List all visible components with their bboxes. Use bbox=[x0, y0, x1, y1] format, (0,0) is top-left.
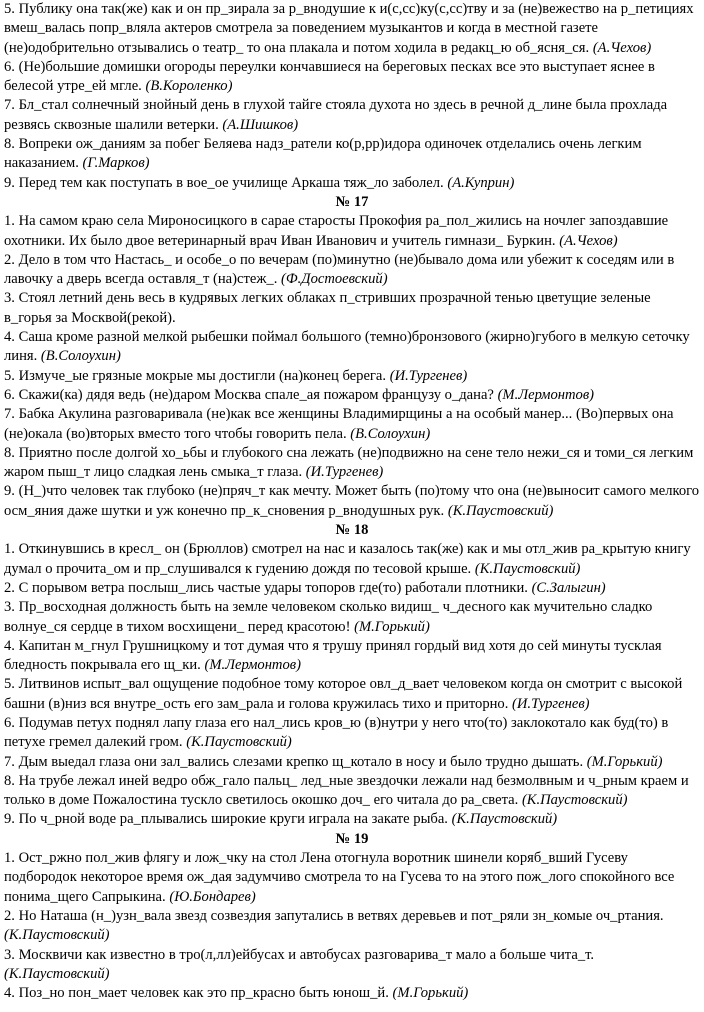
exercise-sentence bbox=[4, 135, 700, 174]
sentence-text: 5. Измуче_ые грязные мокрые мы достигли (на)конец берега. bbox=[4, 367, 387, 384]
sentence-author: (А.Куприн) bbox=[447, 174, 515, 191]
exercise-sentence bbox=[4, 810, 700, 829]
exercise-sentence bbox=[4, 251, 700, 290]
sentence-author: (К.Паустовский) bbox=[451, 811, 558, 828]
sentence-text: 5. Литвинов испыт_вал ощущение подобное тому которое овл_д_вает человеком когда он смотрит с высокой башни (в)низ вся внутре_ость его зам_рала и голова кружилась тихо и приторно. bbox=[4, 676, 683, 712]
sentence-author: (М.Горький) bbox=[586, 753, 663, 770]
exercise-sentence bbox=[4, 849, 700, 907]
exercise-sentence bbox=[4, 444, 700, 483]
sentence-author: (К.Паустовский) bbox=[521, 792, 628, 809]
exercise-sentence bbox=[4, 753, 700, 772]
exercise-sentence bbox=[4, 0, 700, 58]
sentence-text: 4. Саша кроме разной мелкой рыбешки поймал большого (темно)бронзового (жирно)губого в мелкую сеточку линя. bbox=[4, 329, 690, 365]
sentence-text: 3. Стоял летний день весь в кудрявых легких облаках п_стривших прозрачной тенью цветущие зеленые в_горья за Москвой(рекой). bbox=[4, 290, 651, 326]
sentence-author: (К.Паустовский) bbox=[4, 927, 110, 944]
sentence-text: 6. Скажи(ка) дядя ведь (не)даром Москва спале_ая пожаром французу о_дана? bbox=[4, 386, 494, 403]
sentence-author: (А.Чехов) bbox=[592, 39, 652, 56]
sentence-text: 9. (Н_)что человек так глубоко (не)пряч_т как мечту. Может быть (по)тому что она (не)выносит самого мелкого осм_яния даже шутки и уж конечно пр_к_сновения р_внодушных рук. bbox=[4, 483, 700, 519]
sentence-author: (Ф.Достоевский) bbox=[281, 271, 388, 288]
exercise-sentence bbox=[4, 579, 700, 598]
exercise-sentence bbox=[4, 386, 700, 405]
sentence-text: 1. На самом краю села Мироносицкого в сарае старосты Прокофия ра_пол_жились на ночлег запоздавшие охотники. Их было двое ветеринарный врач Иван Иванович и учитель гимнази_ Буркин. bbox=[4, 213, 669, 249]
sentence-author: (Ю.Бондарев) bbox=[169, 888, 256, 905]
exercise-sentence bbox=[4, 946, 700, 985]
sentence-text: 1. Ост_ржно пол_жив флягу и лож_чку на стол Лена отогнула воротник шинели коряб_вший Гусеву подбородок некоторое время ож_дая задумчиво смотрела то на Гусева то на этого пож_лого спокойного все понима_щего Сапрыкина. bbox=[4, 850, 675, 905]
sentence-text: 6. (Не)большие домишки огороды переулки кончавшиеся на береговых песках все это выступает яснее в белесой утре_ей мгле. bbox=[4, 58, 655, 95]
sentence-text: 8. Приятно после долгой хо_ьбы и глубокого сна лежать (не)подвижно на сене тело нежи_ся и томи_ся легким жаром пыш_т лицо сладкая лень смыка_т глаза. bbox=[4, 444, 694, 481]
sentence-text: 9. По ч_рной воде ра_плывались широкие круги играла на закате рыба. bbox=[4, 811, 448, 828]
sentence-author: (К.Паустовский) bbox=[4, 965, 110, 982]
exercise-sentence bbox=[4, 96, 700, 135]
sentence-author: (В.Солоухин) bbox=[350, 425, 431, 442]
sentence-text: 2. Дело в том что Настась_ и особе_о по вечерам (по)минутно (не)бывало дома или убежит к соседям или в лавочку а дверь всегда оставля_т (на)стеж_. bbox=[4, 251, 675, 288]
sentence-author: (В.Короленко) bbox=[145, 78, 233, 95]
sentence-author: (К.Паустовский) bbox=[474, 560, 581, 577]
sentence-text: 8. Вопреки ож_даниям за побег Беляева надз_ратели ко(р,рр)идора одиночек отделались очень легким наказанием. bbox=[4, 136, 642, 172]
sentence-author: (М.Лермонтов) bbox=[497, 386, 595, 403]
exercise-sentence bbox=[4, 907, 700, 946]
sentence-author: (А.Шишков) bbox=[222, 116, 299, 133]
sentence-text: 5. Публику она так(же) как и он пр_зирала за р_внодушие к и(с,сс)ку(с,сс)тву и за (не)вежество на р_петициях вмеш_валась попр_вляла актеров смотрела за поведением музыкантов и когда в местной газете (не)одобрительно отзывались о театр_ то она плакала и потом ходила в редакц_ю об_ясня_ся. bbox=[4, 1, 694, 56]
exercise-sentence bbox=[4, 598, 700, 637]
sentence-author: (Г.Марков) bbox=[82, 155, 150, 172]
sentence-author: (М.Горький) bbox=[392, 985, 469, 1002]
sentence-text: 2. С порывом ветра послыш_лись частые удары топоров где(то) работали плотники. bbox=[4, 579, 528, 596]
exercise-sentence bbox=[4, 174, 700, 193]
exercise-sentence bbox=[4, 58, 700, 97]
sentence-text: 6. Подумав петух поднял лапу глаза его нал_лись кров_ю (в)нутри у него что(то) заклокотало как буд(то) в петухе гремел далекий гром. bbox=[4, 714, 669, 751]
exercise-sentence bbox=[4, 984, 700, 1003]
section-heading: № 18 bbox=[335, 522, 369, 539]
sentence-author: (А.Чехов) bbox=[559, 232, 618, 249]
exercise-sentence bbox=[4, 212, 700, 251]
sentence-text: 7. Дым выедал глаза они зал_вались слезами крепко щ_котало в носу и было трудно дышать. bbox=[4, 753, 584, 770]
sentence-text: 3. Пр_восходная должность быть на земле человеком сколько видиш_ ч_десного как мучительно сладко волнуе_ся сердце в тихом восхищени_ перед красотою! bbox=[4, 599, 653, 635]
exercise-sentence bbox=[4, 675, 700, 714]
sentence-text: 8. На трубе лежал иней ведро обж_гало пальц_ лед_ные звездочки лежали над безмолвным и ч_рным краем и только в доме Пожалостина тускло светилось окошко доч_ его читала до ра_света. bbox=[4, 772, 689, 809]
sentence-text: 2. Но Наташа (н_)узн_вала звезд созвездия запутались в ветвях деревьев и пот_ряли зн_комые оч_ртания. bbox=[4, 907, 664, 924]
exercise-sentence bbox=[4, 772, 700, 811]
sentence-author: (И.Тургенев) bbox=[512, 695, 590, 712]
sentence-author: (К.Паустовский) bbox=[186, 734, 292, 751]
section-heading: № 17 bbox=[335, 193, 369, 210]
sentence-author: (И.Тургенев) bbox=[305, 464, 384, 481]
exercise-sentence bbox=[4, 328, 700, 367]
sentence-text: 7. Бабка Акулина разговаривала (не)как все женщины Владимирщины а на особый манер... (Во)первых она (не)окала (во)вторых вместо того чтобы говорить пела. bbox=[4, 406, 674, 442]
sentence-text: 1. Откинувшись в кресл_ он (Брюллов) смотрел на нас и казалось так(же) как и мы отл_жив ра_крытую книгу думал о прочита_ом и пр_слушивался к гудению дождя по тесовой крыше. bbox=[4, 541, 691, 577]
sentence-author: (С.Залыгин) bbox=[531, 579, 606, 596]
sentence-text: 4. Поз_но пон_мает человек как это пр_красно быть юнош_й. bbox=[4, 985, 389, 1002]
exercise-sentence bbox=[4, 540, 700, 579]
sentence-author: (И.Тургенев) bbox=[389, 367, 468, 384]
exercise-sentence bbox=[4, 637, 700, 676]
sentence-author: (В.Солоухин) bbox=[40, 348, 121, 365]
sentence-text: 7. Бл_стал солнечный знойный день в глухой тайге стояла духота но здесь в речной д_лине была прохлада резвясь сквозные шалили ветерки. bbox=[4, 97, 668, 133]
exercise-sentence bbox=[4, 482, 700, 521]
exercise-sentence bbox=[4, 367, 700, 386]
sentence-text: 4. Капитан м_гнул Грушницкому и тот думая что я трушу принял гордый вид хотя до сей минуты тусклая бледность покрывала его щ_ки. bbox=[4, 637, 662, 674]
sentence-author: (К.Паустовский) bbox=[447, 502, 554, 519]
sentence-author: (М.Лермонтов) bbox=[204, 657, 301, 674]
section-heading: № 19 bbox=[335, 830, 369, 847]
sentence-text: 3. Москвичи как известно в тро(л,лл)ейбусах и автобусах разговарива_т мало а больше чита_т. bbox=[4, 946, 595, 963]
sentence-text: 9. Перед тем как поступать в вое_ое училище Аркаша тяж_ло заболел. bbox=[4, 174, 444, 191]
exercise-sentence bbox=[4, 405, 700, 444]
exercise-sentence bbox=[4, 714, 700, 753]
sentence-author: (М.Горький) bbox=[354, 618, 430, 635]
exercise-sentence bbox=[4, 289, 700, 328]
